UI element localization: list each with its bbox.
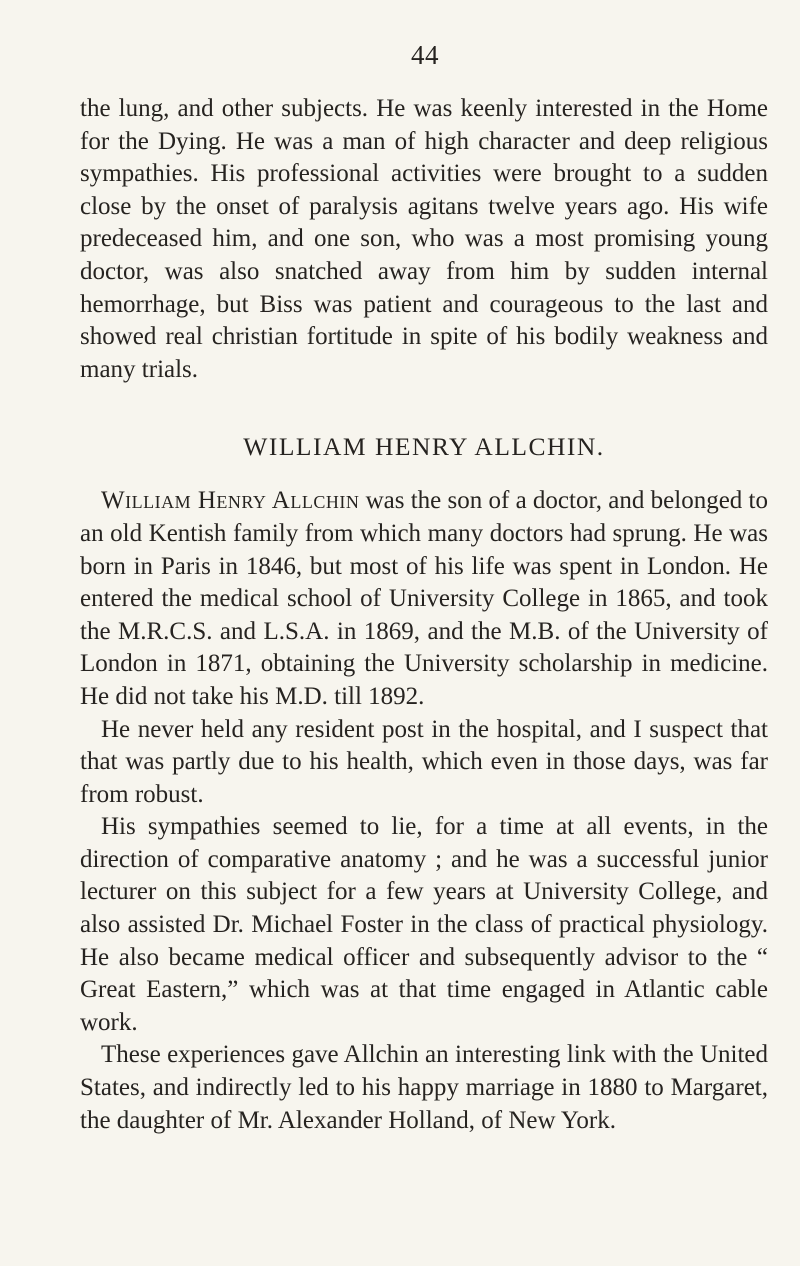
biography-first-paragraph xyxy=(80,485,768,713)
section-heading: WILLIAM HENRY ALLCHIN. xyxy=(243,432,605,462)
paragraph-sympathies: His sympathies seemed to lie, for a time at all events, in the direction of comparative anatomy ; and he was a successful junior lecturer on this subject for a few years at University College, and also assisted Dr. Michael Foster in the class of practical physiology. He also became medical officer and subsequently advisor to the “ Great Eastern,” which was at that time engaged in Atlantic cable work. xyxy=(80,813,768,1036)
name-lead-in: William Henry Allchin xyxy=(101,487,360,515)
continuation-paragraph: the lung, and other subjects. He was keenly interested in the Home for the Dying. He was a man of high character and deep religious sympathies. His professional activities were brought to a sudden close by the onset of paralysis agitans twelve years ago. His wife predeceased him, and one son, who was a most promising young doctor, was also snatched away from him by sudden internal hemorrhage, but Biss was patient and courageous to the last and showed real christian fortitude in spite of his bodily weakness and many trials. xyxy=(80,95,768,383)
page-number: 44 xyxy=(411,40,439,70)
book-page xyxy=(80,40,768,1137)
paragraph-marriage: These experiences gave Allchin an interesting link with the United States, and indirectly led to his happy marriage in 1880 to Margaret, the daughter of Mr. Alexander Holland, of New York. xyxy=(80,1041,768,1134)
first-paragraph-text: was the son of a doctor, and belonged to an old Kentish family from which many doctors had sprung. He was born in Paris in 1846, but most of his life was spent in London. He entered the medical school of University College in 1865, and took the M.R.C.S. and L.S.A. in 1869, and the M.B. of the University of London in 1871, obtaining the University scholarship in medicine. He did not take his M.D. till 1892. xyxy=(80,487,768,710)
paragraph-resident-post: He never held any resident post in the hospital, and I suspect that that was partly due to his health, which even in those days, was far from robust. xyxy=(80,715,768,808)
